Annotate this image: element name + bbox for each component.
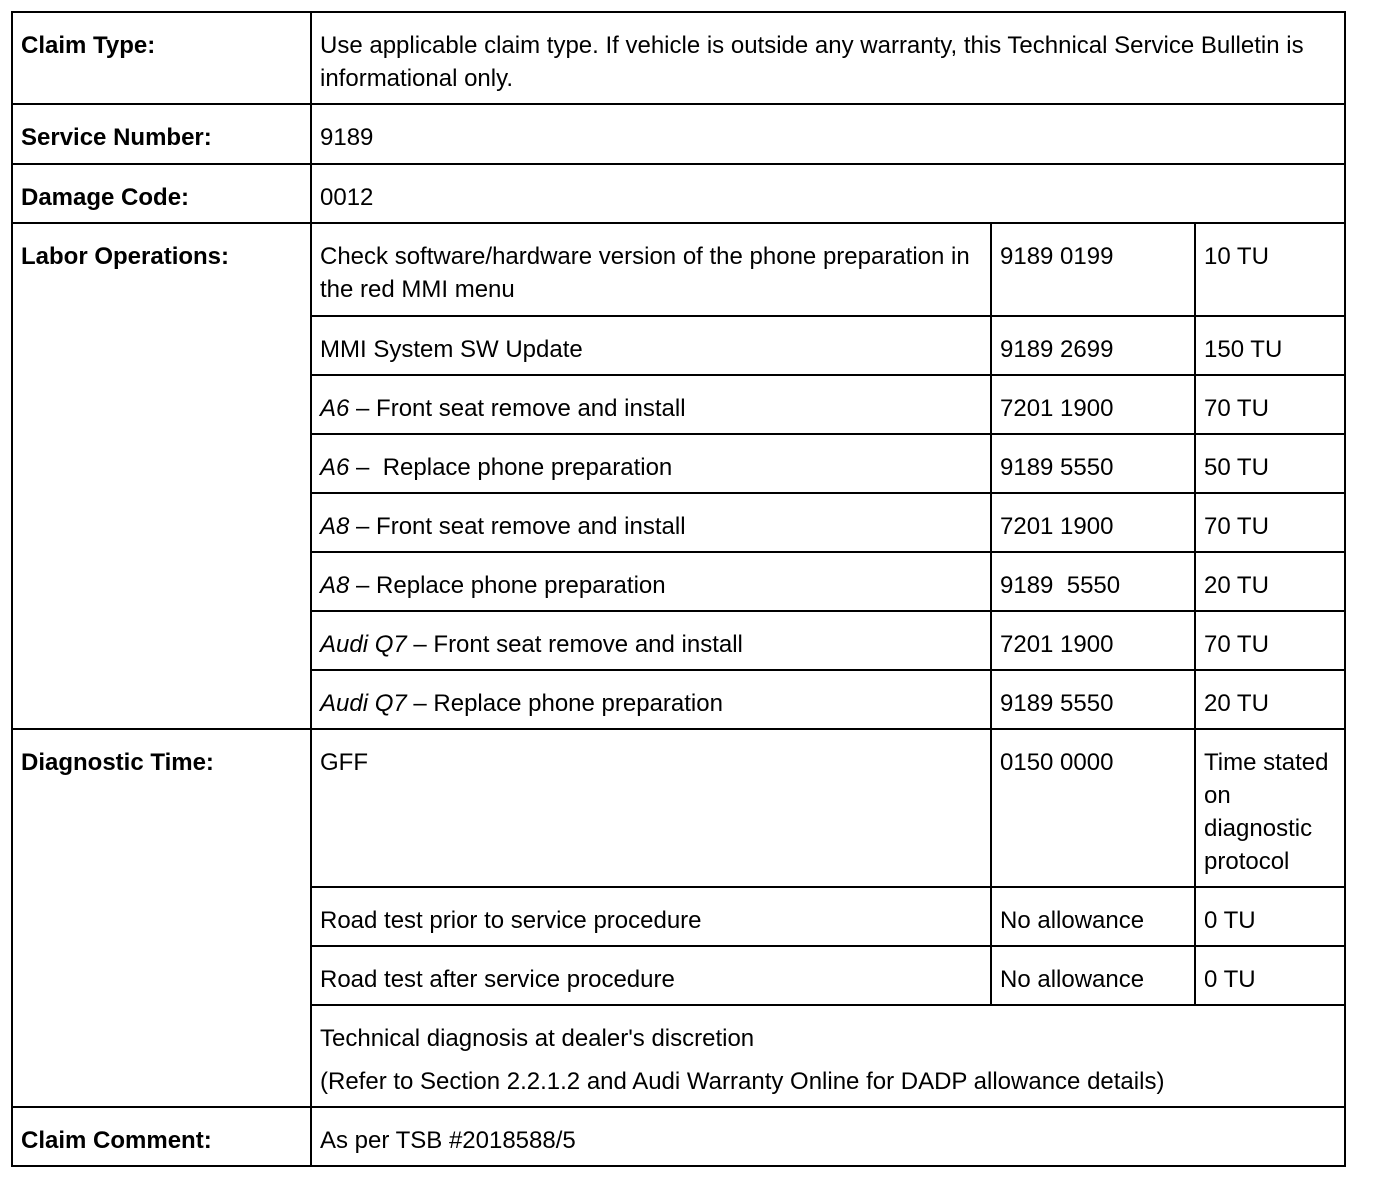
labor-op-description	[311, 316, 991, 375]
labor-op-text: – Front seat remove and install	[406, 631, 743, 658]
labor-op-time: 10 TU	[1195, 223, 1345, 316]
labor-op-description	[311, 375, 991, 434]
labor-op-model: A6	[320, 395, 350, 422]
labor-op-time: 70 TU	[1195, 375, 1345, 434]
claim-comment-value: As per TSB #2018588/5	[311, 1107, 1345, 1166]
labor-operations-label: Labor Operations:	[12, 223, 311, 729]
labor-op-row	[12, 223, 1345, 316]
diagnostic-note	[311, 1005, 1345, 1107]
diagnostic-description: Road test after service procedure	[311, 946, 991, 1005]
labor-op-code: 9189 5550	[991, 434, 1195, 493]
labor-op-model: Audi Q7	[320, 690, 407, 717]
diagnostic-description: Road test prior to service procedure	[311, 887, 991, 946]
labor-op-model: A6	[320, 454, 350, 481]
diagnostic-code: 0150 0000	[991, 729, 1195, 887]
labor-op-code: 9189 2699	[991, 316, 1195, 375]
service-number-value: 9189	[311, 104, 1345, 164]
labor-op-text: – Replace phone preparation	[406, 690, 723, 717]
labor-op-description	[311, 223, 991, 316]
diagnostic-description: GFF	[311, 729, 991, 887]
labor-op-time: 20 TU	[1195, 670, 1345, 729]
warranty-claim-table	[11, 11, 1346, 1167]
labor-op-code: 9189 5550	[991, 552, 1195, 611]
diagnostic-row	[12, 729, 1345, 887]
labor-op-description	[311, 670, 991, 729]
service-number-row	[12, 104, 1345, 164]
diagnostic-code: No allowance	[991, 946, 1195, 1005]
diagnostic-time: Time stated on diagnostic protocol	[1195, 729, 1345, 887]
labor-op-text: MMI System SW Update	[320, 336, 583, 363]
labor-op-time: 70 TU	[1195, 611, 1345, 670]
labor-op-text: – Replace phone preparation	[349, 572, 666, 599]
service-number-label: Service Number:	[12, 104, 311, 164]
labor-op-model: A8	[320, 513, 350, 540]
labor-op-code: 7201 1900	[991, 611, 1195, 670]
labor-op-code: 7201 1900	[991, 375, 1195, 434]
claim-type-row	[12, 12, 1345, 104]
claim-type-value: Use applicable claim type. If vehicle is outside any warranty, this Technical Service Bulletin is informational only.	[311, 12, 1345, 104]
labor-op-text: – Front seat remove and install	[349, 395, 686, 422]
diagnostic-time: 0 TU	[1195, 946, 1345, 1005]
labor-op-code: 7201 1900	[991, 493, 1195, 552]
labor-op-model: Audi Q7	[320, 631, 407, 658]
labor-op-description	[311, 434, 991, 493]
damage-code-value: 0012	[311, 164, 1345, 223]
damage-code-label: Damage Code:	[12, 164, 311, 223]
labor-op-description	[311, 611, 991, 670]
claim-type-label: Claim Type:	[12, 12, 311, 104]
labor-op-time: 70 TU	[1195, 493, 1345, 552]
labor-op-time: 50 TU	[1195, 434, 1345, 493]
labor-op-description	[311, 552, 991, 611]
diagnostic-note-line2: (Refer to Section 2.2.1.2 and Audi Warranty Online for DADP allowance details)	[320, 1068, 1165, 1095]
claim-comment-row	[12, 1107, 1345, 1166]
diagnostic-time: 0 TU	[1195, 887, 1345, 946]
labor-op-time: 20 TU	[1195, 552, 1345, 611]
labor-op-text: – Replace phone preparation	[349, 454, 673, 481]
labor-op-text: Check software/hardware version of the phone preparation in the red MMI menu	[320, 243, 970, 303]
labor-op-text: – Front seat remove and install	[349, 513, 686, 540]
labor-op-model: A8	[320, 572, 350, 599]
damage-code-row	[12, 164, 1345, 223]
labor-op-code: 9189 5550	[991, 670, 1195, 729]
diagnostic-code: No allowance	[991, 887, 1195, 946]
labor-op-description	[311, 493, 991, 552]
labor-op-code: 9189 0199	[991, 223, 1195, 316]
labor-op-time: 150 TU	[1195, 316, 1345, 375]
claim-comment-label: Claim Comment:	[12, 1107, 311, 1166]
diagnostic-note-line1: Technical diagnosis at dealer's discretion	[320, 1025, 755, 1052]
diagnostic-time-label: Diagnostic Time:	[12, 729, 311, 1107]
